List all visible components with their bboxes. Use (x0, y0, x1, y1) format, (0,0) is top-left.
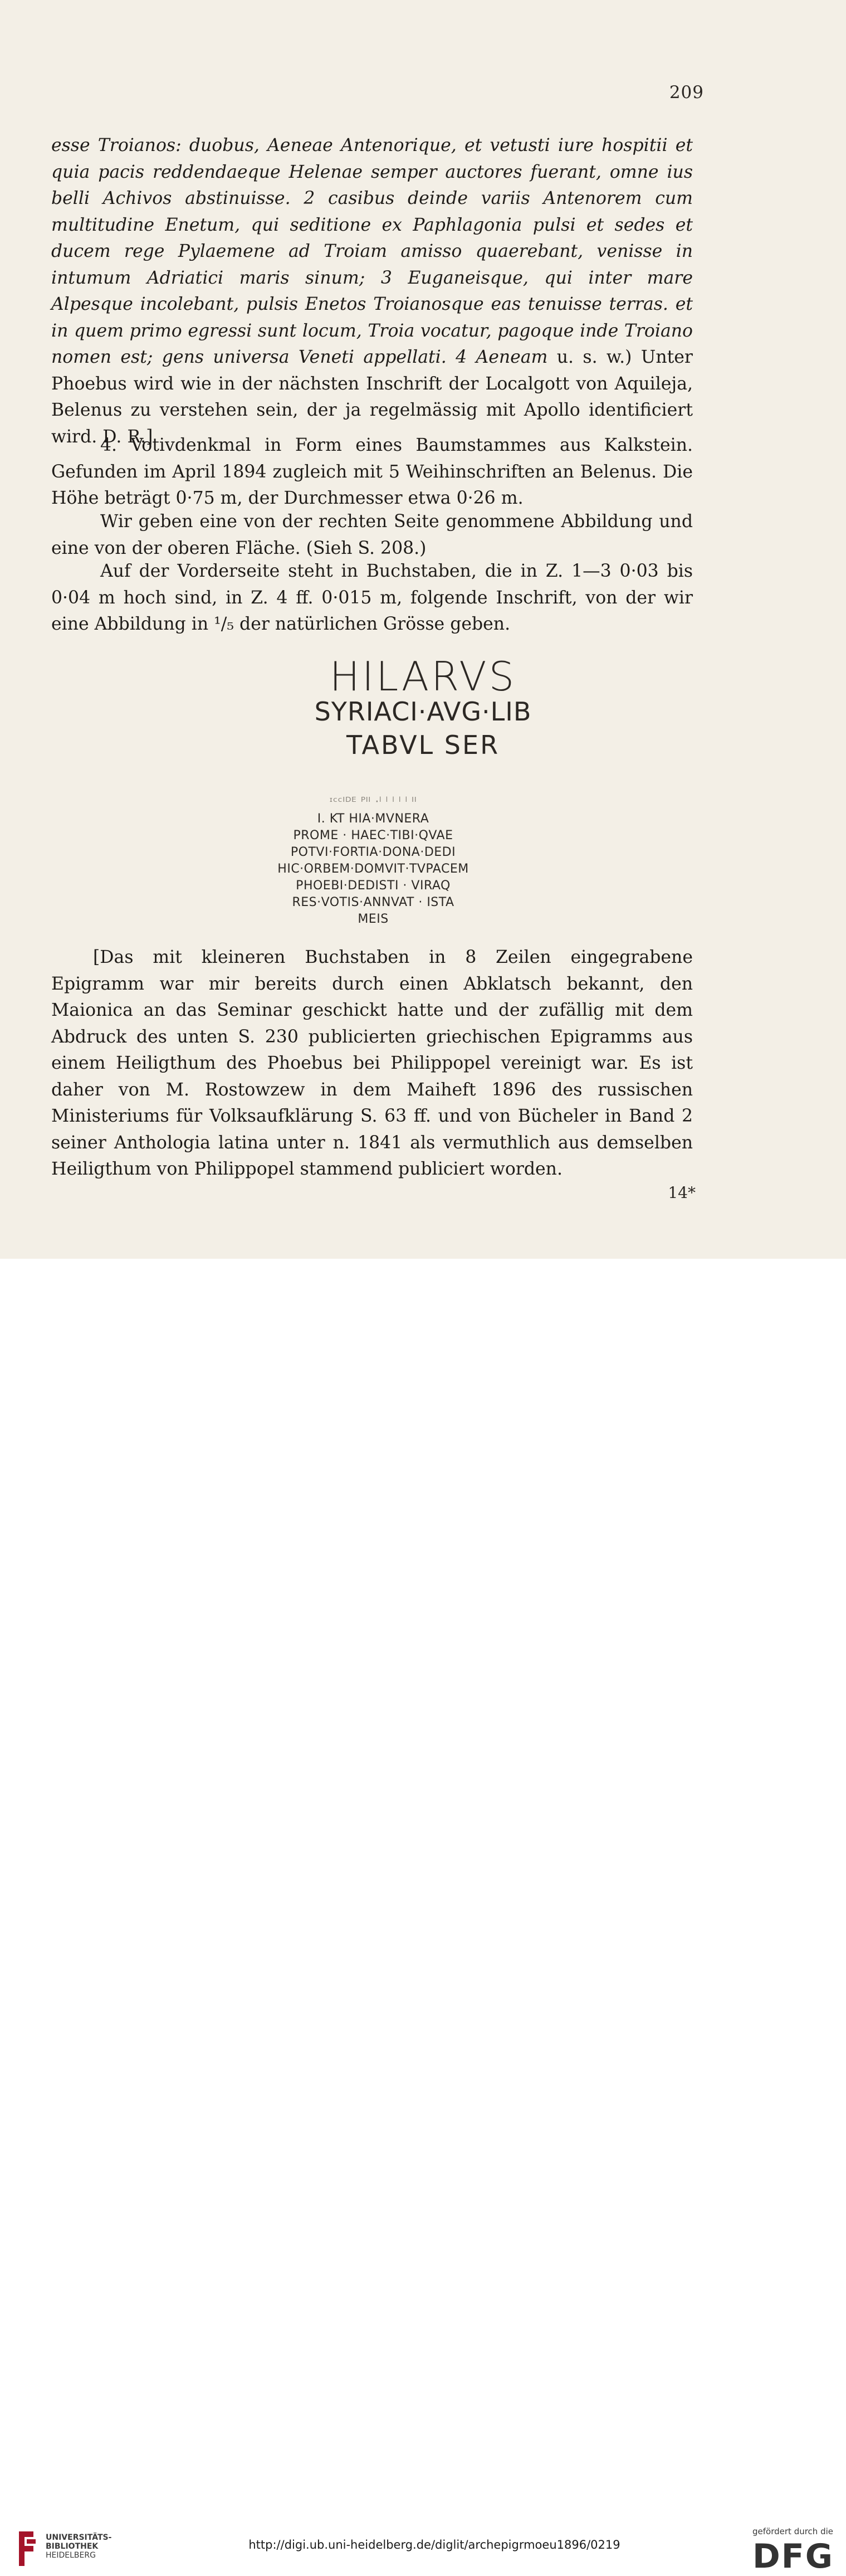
epigram-line: MEIS (358, 912, 389, 926)
dfg-logo: DFG (752, 2537, 834, 2576)
epigram-line: HIC·ORBEM·DOMVIT·TVPACEM (277, 862, 469, 876)
paragraph-votive-monument: 4. Votivdenkmal in Form eines Baumstammes aus Kalkstein. Gefunden im April 1894 zugleich mit 5 Weihinschriften an Belenus. Die Höhe beträgt 0·75 m, der Durchmesser etwa 0·26 m. (51, 435, 693, 508)
scanned-page (0, 0, 846, 1259)
inscription-line-1: HILARVS (329, 653, 517, 700)
paragraph-inscription-intro: Auf der Vorderseite steht in Buchstaben, die in Z. 1—3 0·03 bis 0·04 m hoch sind, in Z. 4 ff. 0·015 m, folgende Inschrift, von der wir eine Abbildung in ¹/₅ der natürlichen Grösse geben. (51, 561, 693, 634)
library-name-line1: UNIVERSITÄTS- (46, 2533, 112, 2542)
paragraph-latin-quote (51, 133, 693, 450)
epigram-line: I. KT HIA·MVNERA (317, 812, 429, 826)
epigram-line: RES·VOTIS·ANNVAT · ISTA (292, 895, 454, 909)
inscription-line-3: TABVL SER (346, 730, 500, 760)
library-logo-icon (17, 2529, 38, 2568)
library-name-line2: BIBLIOTHEK (46, 2542, 99, 2551)
epigram-line: PROME · HAEC·TIBI·QVAE (293, 829, 453, 843)
epigram-line: POTVI·FORTIA·DONA·DEDI (290, 845, 456, 859)
signature-mark: 14* (668, 1184, 696, 1202)
permalink-url[interactable]: http://digi.ub.uni-heidelberg.de/diglit/archepigrmoeu1896/0219 (248, 2538, 620, 2551)
library-city: HEIDELBERG (46, 2551, 96, 2560)
epigram-line: PHOEBI·DEDISTI · VIRAQ (296, 879, 451, 893)
inscription-line-2: SYRIACI·AVG·LIB (314, 697, 532, 727)
epigram-inscription (262, 794, 485, 928)
paragraph-editor-commentary: [Das mit kleineren Buchstaben in 8 Zeilen eingegrabene Epigramm war mir bereits durch einen Abklatsch bekannt, den Maionica an das Seminar geschickt hatte und der zufällig mit dem Abdruck des unten S. 230 publicierten griechischen Epigramms aus einem Heiligthum des Phoebus bei Philippopel vereinigt war. Es ist daher von M. Rostowzew in dem Maiheft 1896 des russischen Ministeriums für Volksaufklärung S. 63 ff. und von Bücheler in Band 2 seiner Anthologia latina unter n. 1841 als vermuthlich aus demselben Heiligthum von Philippopel stammend publiciert worden. (51, 947, 693, 1179)
editor-note-text: u. s. w.) Unter Phoebus wird wie in der nächsten Inschrift der Localgott von Aquileja, Belenus zu verstehen sein, der ja regelmässig mit Apollo identificiert wird. D. R.] (51, 347, 693, 447)
library-name (46, 2533, 111, 2560)
viewer-footer (0, 1259, 846, 2576)
page-number: 209 (669, 82, 704, 103)
latin-quote-text: esse Troianos: duobus, Aeneae Antenorique, et vetusti iure hospitii et quia pacis reddendaeque Helenae semper auctores fuerant, omne ius belli Achivos abstinuisse. 2 casibus deinde variis Antenorem cum multitudine Enetum, qui seditione ex Paphlagonia pulsi et sedes et ducem rege Pylaemene ad Troiam amisso quaerebant, venisse in intumum Adriatici maris sinum; 3 Euganeisque, qui inter mare Alpesque incolebant, pulsis Enetos Troianosque eas tenuisse terras. et in quem primo egressi sunt locum, Troia vocatur, pagoque inde Troiano nomen est; gens universa Veneti appellati. 4 Aeneam (51, 135, 693, 367)
paragraph-illustration-note: Wir geben eine von der rechten Seite genommene Abbildung und eine von der oberen Fläche. (Sieh S. 208.) (51, 512, 693, 558)
funding-caption: gefördert durch die (752, 2526, 833, 2536)
epigram-line: ᶦᶜᶜᴵᴰᴱ ᴾᴵᴵ ·ˡ ˡ ˡ ˡ ˡ ᴵᴵ (329, 795, 417, 809)
